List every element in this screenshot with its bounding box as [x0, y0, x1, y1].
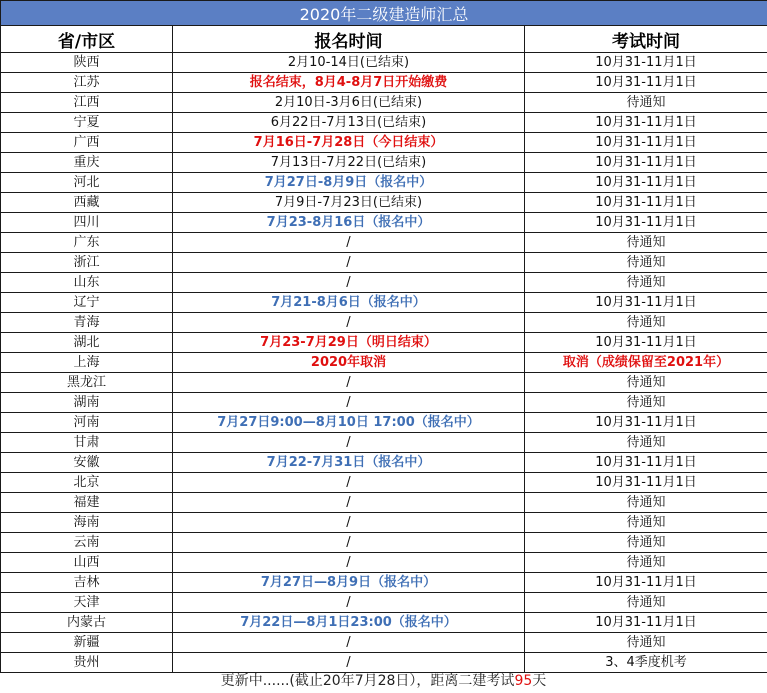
- footer-prefix: 更新中......(截止20年7月28日），距离二建考试: [220, 673, 515, 689]
- table-row: [1, 333, 767, 353]
- table-row: [1, 193, 767, 213]
- table-row: [1, 453, 767, 473]
- exam-cell: 3、4季度机考: [525, 653, 767, 673]
- registration-cell: 7月13日-7月22日(已结束): [173, 153, 525, 173]
- province-cell: 海南: [1, 513, 173, 533]
- footer-note: [0, 670, 767, 692]
- exam-cell: 10月31-11月1日: [525, 573, 767, 593]
- province-cell: 西藏: [1, 193, 173, 213]
- table-row: [1, 253, 767, 273]
- registration-cell: 2月10-14日(已结束): [173, 53, 525, 73]
- province-cell: 河北: [1, 173, 173, 193]
- registration-cell: 6月22日-7月13日(已结束): [173, 113, 525, 133]
- registration-cell: 报名结束，8月4-8月7日开始缴费: [173, 73, 525, 93]
- exam-cell: 待通知: [525, 533, 767, 553]
- table-title: 2020年二级建造师汇总: [1, 1, 767, 26]
- province-cell: 吉林: [1, 573, 173, 593]
- table-row: [1, 393, 767, 413]
- table-row: [1, 153, 767, 173]
- exam-cell: 10月31-11月1日: [525, 73, 767, 93]
- registration-cell: /: [173, 533, 525, 553]
- table-row: [1, 113, 767, 133]
- table-row: [1, 633, 767, 653]
- table-row: [1, 433, 767, 453]
- exam-cell: 待通知: [525, 373, 767, 393]
- province-cell: 甘肃: [1, 433, 173, 453]
- column-header-exam: 考试时间: [525, 26, 767, 53]
- province-cell: 江苏: [1, 73, 173, 93]
- exam-cell: 待通知: [525, 93, 767, 113]
- province-cell: 内蒙古: [1, 613, 173, 633]
- exam-cell: 待通知: [525, 313, 767, 333]
- table-row: [1, 273, 767, 293]
- exam-cell: 待通知: [525, 593, 767, 613]
- province-cell: 河南: [1, 413, 173, 433]
- table-row: [1, 313, 767, 333]
- registration-cell: 7月23-7月29日（明日结束）: [173, 333, 525, 353]
- exam-cell: 待通知: [525, 553, 767, 573]
- registration-cell: /: [173, 233, 525, 253]
- registration-cell: /: [173, 633, 525, 653]
- table-row: [1, 373, 767, 393]
- footer-suffix: 天: [532, 673, 547, 689]
- exam-cell: 10月31-11月1日: [525, 113, 767, 133]
- column-header-registration: 报名时间: [173, 26, 525, 53]
- table-body: [1, 53, 767, 673]
- exam-cell: 10月31-11月1日: [525, 453, 767, 473]
- province-cell: 新疆: [1, 633, 173, 653]
- registration-cell: 2月10日-3月6日(已结束): [173, 93, 525, 113]
- table-row: [1, 573, 767, 593]
- registration-cell: 7月21-8月6日（报名中）: [173, 293, 525, 313]
- table-row: [1, 53, 767, 73]
- registration-cell: 7月23-8月16日（报名中）: [173, 213, 525, 233]
- exam-cell: 10月31-11月1日: [525, 613, 767, 633]
- province-cell: 山西: [1, 553, 173, 573]
- exam-cell: 待通知: [525, 513, 767, 533]
- registration-cell: /: [173, 253, 525, 273]
- table-row: [1, 413, 767, 433]
- registration-cell: /: [173, 373, 525, 393]
- registration-cell: /: [173, 473, 525, 493]
- registration-cell: 7月22日—8月1日23:00（报名中）: [173, 613, 525, 633]
- table-row: [1, 613, 767, 633]
- province-cell: 广东: [1, 233, 173, 253]
- registration-cell: /: [173, 553, 525, 573]
- province-cell: 江西: [1, 93, 173, 113]
- province-cell: 四川: [1, 213, 173, 233]
- footer-days-count: 95: [514, 673, 533, 689]
- registration-cell: 7月22-7月31日（报名中）: [173, 453, 525, 473]
- exam-cell: 待通知: [525, 273, 767, 293]
- exam-cell: 10月31-11月1日: [525, 133, 767, 153]
- province-cell: 浙江: [1, 253, 173, 273]
- registration-cell: /: [173, 493, 525, 513]
- registration-cell: /: [173, 513, 525, 533]
- province-cell: 湖北: [1, 333, 173, 353]
- exam-cell: 10月31-11月1日: [525, 213, 767, 233]
- exam-cell: 10月31-11月1日: [525, 53, 767, 73]
- province-cell: 陕西: [1, 53, 173, 73]
- registration-cell: 7月27日—8月9日（报名中）: [173, 573, 525, 593]
- exam-cell: 10月31-11月1日: [525, 413, 767, 433]
- registration-cell: 7月16日-7月28日（今日结束）: [173, 133, 525, 153]
- registration-cell: /: [173, 653, 525, 673]
- province-cell: 广西: [1, 133, 173, 153]
- table-row: [1, 293, 767, 313]
- province-cell: 北京: [1, 473, 173, 493]
- registration-cell: /: [173, 433, 525, 453]
- registration-cell: /: [173, 393, 525, 413]
- exam-cell: 待通知: [525, 433, 767, 453]
- registration-cell: 7月27日9:00—8月10日 17:00（报名中）: [173, 413, 525, 433]
- registration-cell: /: [173, 593, 525, 613]
- registration-cell: /: [173, 313, 525, 333]
- table-row: [1, 213, 767, 233]
- table-row: [1, 353, 767, 373]
- province-cell: 青海: [1, 313, 173, 333]
- exam-cell: 10月31-11月1日: [525, 153, 767, 173]
- table-row: [1, 73, 767, 93]
- exam-cell: 取消（成绩保留至2021年）: [525, 353, 767, 373]
- table-row: [1, 533, 767, 553]
- registration-cell: 7月27日-8月9日（报名中）: [173, 173, 525, 193]
- table-row: [1, 173, 767, 193]
- province-cell: 安徽: [1, 453, 173, 473]
- province-cell: 上海: [1, 353, 173, 373]
- exam-cell: 待通知: [525, 253, 767, 273]
- table-row: [1, 493, 767, 513]
- registration-cell: /: [173, 273, 525, 293]
- exam-cell: 待通知: [525, 393, 767, 413]
- exam-cell: 待通知: [525, 633, 767, 653]
- province-cell: 湖南: [1, 393, 173, 413]
- exam-cell: 10月31-11月1日: [525, 173, 767, 193]
- province-cell: 贵州: [1, 653, 173, 673]
- province-cell: 天津: [1, 593, 173, 613]
- registration-cell: 7月9日-7月23日(已结束): [173, 193, 525, 213]
- table-row: [1, 513, 767, 533]
- table-row: [1, 93, 767, 113]
- table-row: [1, 473, 767, 493]
- column-header-province: 省/市区: [1, 26, 173, 53]
- exam-cell: 10月31-11月1日: [525, 333, 767, 353]
- exam-cell: 10月31-11月1日: [525, 293, 767, 313]
- province-cell: 辽宁: [1, 293, 173, 313]
- province-cell: 山东: [1, 273, 173, 293]
- exam-cell: 待通知: [525, 233, 767, 253]
- exam-cell: 10月31-11月1日: [525, 473, 767, 493]
- exam-cell: 待通知: [525, 493, 767, 513]
- province-cell: 福建: [1, 493, 173, 513]
- registration-cell: 2020年取消: [173, 353, 525, 373]
- table-row: [1, 233, 767, 253]
- table-row: [1, 553, 767, 573]
- province-cell: 黑龙江: [1, 373, 173, 393]
- table-row: [1, 133, 767, 153]
- table-row: [1, 593, 767, 613]
- province-cell: 重庆: [1, 153, 173, 173]
- exam-cell: 10月31-11月1日: [525, 193, 767, 213]
- province-cell: 云南: [1, 533, 173, 553]
- province-cell: 宁夏: [1, 113, 173, 133]
